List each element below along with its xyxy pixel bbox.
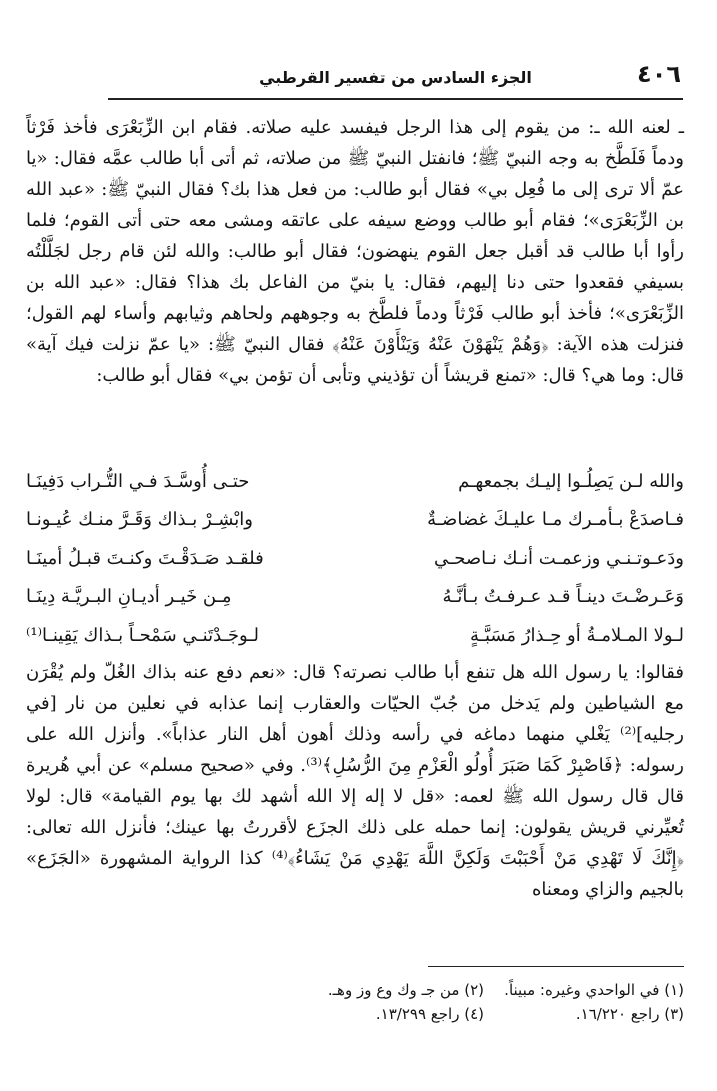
verse-first-hemistich: فـاصدَعْ بـأمـرك مـا عليـكَ غضاضـةٌ	[427, 509, 684, 531]
paragraph: ـ لعنه الله ـ: من يقوم إلى هذا الرجل فيفسد عليه صلاته. فقام ابن الزِّبَعْرَى فأخذ فَرْثاً ودماً فَلَطَّخ به وجه النبيّ ﷺ؛ فانفتل النبيّ ﷺ من صلاته، ثم أتى أبا طالب عمَّه فقال: «يا عمّ ألا ترى إلى ما فُعِل بي» فقال أبو طالب: من فعل هذا بك؟ فقال النبيّ ﷺ: «عبد الله بن الزِّبَعْرَى»؛ فقام أبو طالب ووضع سيفه على عاتقه ومشى معه حتى أتى القوم؛ فلما رأوا أبا طالب قد أقبل جعل القوم ينهضون؛ فقال أبو طالب: والله لئن قام رجل لجَلَّلْتُه بسيفي فقعدوا حتى دنا إليهم، فقال: يا بنيّ من الفاعل بك هذا؟ فقال: «عبد الله بن الزِّبَعْرَى»؛ فأخذ أبو طالب فَرْثاً ودماً فلطَّخ به وجوههم ولحاهم وثيابهم وأساء لهم القول؛ فنزلت هذه الآية: ﴿وَهُمْ يَنْهَوْنَ عَنْهُ وَيَنْأَوْنَ عَنْهُ﴾ فقال النبيّ ﷺ: «يا عمّ نزلت فيك آية» قال: وما هي؟ قال: «تمنع قريشاً أن تؤذيني وتأبى أن تؤمن بي» فقال أبو طالب:	[26, 117, 684, 386]
footnote-row	[26, 1002, 684, 1026]
footnote-divider	[428, 966, 684, 967]
footnote: (٣) راجع ١٦/٢٢٠.	[575, 1005, 684, 1023]
poem	[26, 462, 684, 655]
poem-verse	[26, 616, 684, 655]
footnote-row	[26, 978, 684, 1002]
body-text-bottom	[26, 657, 684, 905]
footnote: (١) في الواحدي وغيره: مبيناً.	[504, 981, 684, 999]
footnote: (٢) من جـ وك وع وز وهـ.	[327, 981, 484, 999]
verse-second-hemistich: فلقـد صَـدَقْـتَ وكنـتَ قبـلُ أمينَـا	[26, 547, 264, 569]
paragraph: فقالوا: يا رسول الله هل تنفع أبا طالب نصرته؟ قال: «نعم دفع عنه بذاك الغُلّ ولم يُقْرَن مع الشياطين ولم يَدخل من جُبّ الحيّات والعقارب إنما عذابه في نعلين من نار [في رجليه]⁽²⁾ يَغْلي منهما دماغه في رأسه وذلك أهون أهل النار عذاباً». وأنزل الله على رسوله: ﴿فَاصْبِرْ كَمَا صَبَرَ أُولُو الْعَزْمِ مِنَ الرُّسُلِ﴾⁽³⁾. وفي «صحيح مسلم» عن أبي هُريرة قال قال رسول الله ﷺ لعمه: «قل لا إله إلا الله أشهد لك بها يوم القيامة» قال: لولا تُعيِّرني قريش يقولون: إنما حمله على ذلك الجزَع لأقررتُ بها عينك؛ فأنزل الله تعالى: ﴿إِنَّكَ لَا تَهْدِي مَنْ أَحْبَبْتَ وَلَكِنَّ اللَّهَ يَهْدِي مَنْ يَشَاءُ﴾⁽⁴⁾ كذا الرواية المشهورة «الجَزَع» بالجيم والزاي ومعناه	[26, 662, 684, 900]
page-number: ٤٠٦	[637, 60, 681, 88]
footnotes	[26, 978, 684, 1026]
poem-verse	[26, 462, 684, 501]
body-text-top	[26, 112, 684, 391]
verse-second-hemistich: لـوجَـدْتَنـي سَمْحـاً بـذاك يَقِينـا⁽¹⁾	[26, 624, 260, 646]
verse-first-hemistich: وَعَـرضْـتَ دينـاً قـد عـرفـتُ بـأنَّـهُ	[442, 586, 684, 608]
verse-first-hemistich: ودَعـوتـنـي وزعمـت أنـك نـاصحـي	[433, 547, 684, 569]
verse-second-hemistich: مِـن خَيـر أديـانِ البـريَّـة دِينَـا	[26, 586, 232, 608]
verse-first-hemistich: والله لـن يَصِلُـوا إليـك بجمعهـم	[458, 470, 684, 492]
running-title: الجزء السادس من تفسير القرطبي	[259, 68, 532, 87]
verse-second-hemistich: حتـى أُوسَّـدَ فـي التُّـراب دَفِينَـا	[26, 470, 250, 492]
verse-second-hemistich: وابْشِـرْ بـذاك وَقَـرَّ منـك عُيـونـا	[26, 509, 253, 531]
page-header	[108, 58, 683, 100]
poem-verse	[26, 539, 684, 578]
poem-verse	[26, 501, 684, 540]
poem-verse	[26, 578, 684, 617]
footnote: (٤) راجع ١٣/٢٩٩.	[375, 1005, 484, 1023]
verse-first-hemistich: لـولا المـلامـةُ أو حِـذارُ مَسَبَّـةٍ	[470, 624, 684, 646]
